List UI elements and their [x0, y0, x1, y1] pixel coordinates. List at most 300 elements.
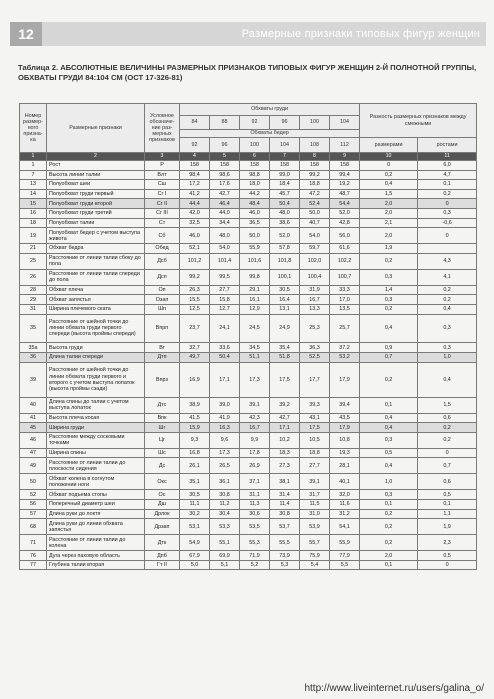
value-cell: 40,1: [330, 474, 360, 490]
value-cell: 5,0: [180, 560, 210, 570]
value-cell: 39,3: [300, 397, 330, 413]
feature-code: Шс: [145, 448, 180, 458]
feature-name: Расстояние от шейной точки до линии обхвата груди первого и второго с учетом выступа лопаток (высота проймы сзади): [47, 362, 145, 397]
diff-height-cell: 0: [418, 228, 477, 244]
feature-name: Расстояние от линии талии до плоскости сидения: [47, 458, 145, 474]
value-cell: 10,2: [270, 432, 300, 448]
feature-number: 21: [20, 244, 47, 254]
value-cell: 100,1: [270, 269, 300, 285]
value-cell: 158: [180, 161, 210, 171]
value-cell: 27,7: [300, 458, 330, 474]
value-cell: 40,7: [300, 218, 330, 228]
table-row: [20, 343, 477, 353]
diff-size-cell: 0,3: [360, 432, 418, 448]
value-cell: 30,4: [210, 509, 240, 519]
feature-number: 71: [20, 535, 47, 551]
diff-height-cell: 0: [418, 448, 477, 458]
diff-size-cell: 0,1: [360, 500, 418, 510]
feature-code: Впк: [145, 413, 180, 423]
value-cell: 44,4: [180, 199, 210, 209]
feature-number: 28: [20, 285, 47, 295]
value-cell: 17,1: [270, 423, 300, 433]
diff-height-cell: 0,3: [418, 314, 477, 343]
value-cell: 16,7: [300, 295, 330, 305]
value-cell: 31,0: [300, 509, 330, 519]
feature-code: Оп: [145, 285, 180, 295]
value-cell: 30,5: [270, 285, 300, 295]
table-row: [20, 413, 477, 423]
value-cell: 5,1: [210, 560, 240, 570]
value-cell: 16,3: [210, 423, 240, 433]
value-cell: 102,0: [300, 253, 330, 269]
diff-size-cell: 0,3: [360, 269, 418, 285]
value-cell: 27,3: [270, 458, 300, 474]
value-cell: 25,7: [330, 314, 360, 343]
value-cell: 35,1: [180, 474, 210, 490]
value-cell: 99,5: [210, 269, 240, 285]
feature-code: Дтс: [145, 397, 180, 413]
value-cell: 54,0: [300, 228, 330, 244]
header-name: Размерные признаки: [47, 104, 145, 153]
diff-size-cell: 0,2: [360, 253, 418, 269]
feature-code: Влт: [145, 170, 180, 180]
value-cell: 73,9: [270, 551, 300, 561]
diff-height-cell: 0,2: [418, 423, 477, 433]
value-cell: 44,2: [240, 189, 270, 199]
value-cell: 53,5: [240, 519, 270, 535]
table-row: [20, 560, 477, 570]
value-cell: 45,7: [270, 189, 300, 199]
feature-name: Дуга через паховую область: [47, 551, 145, 561]
feature-code: Сг I: [145, 189, 180, 199]
feature-name: Полуобхват шеи: [47, 180, 145, 190]
value-cell: 158: [330, 161, 360, 171]
value-cell: 48,0: [270, 208, 300, 218]
feature-name: Обхват запястья: [47, 295, 145, 305]
feature-number: 29: [20, 295, 47, 305]
value-cell: 50,4: [210, 352, 240, 362]
table-row: [20, 519, 477, 535]
diff-size-cell: 0,3: [360, 295, 418, 305]
feature-code: Сш: [145, 180, 180, 190]
value-cell: 29,1: [240, 285, 270, 295]
column-index: 11: [418, 153, 477, 161]
feature-name: Ширина плечевого ската: [47, 304, 145, 314]
header-chest-group: Обхваты груди: [180, 104, 360, 116]
value-cell: 31,1: [240, 490, 270, 500]
value-cell: 49,7: [180, 352, 210, 362]
value-cell: 61,6: [330, 244, 360, 254]
value-cell: 75,9: [300, 551, 330, 561]
table-row: [20, 180, 477, 190]
value-cell: 55,9: [240, 244, 270, 254]
value-cell: 30,8: [270, 509, 300, 519]
feature-number: 25: [20, 253, 47, 269]
feature-code: Дрлок: [145, 509, 180, 519]
diff-size-cell: 0,9: [360, 343, 418, 353]
diff-height-cell: 1,5: [418, 397, 477, 413]
value-cell: 10,8: [330, 432, 360, 448]
value-cell: 23,7: [180, 314, 210, 343]
value-cell: 99,8: [240, 269, 270, 285]
diff-size-cell: 0,5: [360, 448, 418, 458]
value-cell: 33,6: [210, 343, 240, 353]
table-row: [20, 244, 477, 254]
value-cell: 51,1: [240, 352, 270, 362]
diff-sizes: размерами: [360, 138, 418, 153]
feature-name: Полуобхват груди третий: [47, 208, 145, 218]
column-index: 5: [210, 153, 240, 161]
value-cell: 28,1: [330, 458, 360, 474]
diff-height-cell: 0,3: [418, 208, 477, 218]
feature-name: Ширина спины: [47, 448, 145, 458]
table-caption: Таблица 2. АБСОЛЮТНЫЕ ВЕЛИЧИНЫ РАЗМЕРНЫХ ПРИЗНАКОВ ТИПОВЫХ ФИГУР ЖЕНЩИН 2-Й ПОЛНОТНОЙ ГРУППЫ, ОБХВАТЫ ГРУДИ 84:104 СМ (ОСТ 17-326-81): [18, 63, 477, 82]
value-cell: 11,6: [330, 500, 360, 510]
page-number: 12: [10, 22, 42, 46]
value-cell: 98,8: [240, 170, 270, 180]
value-cell: 41,2: [180, 189, 210, 199]
value-cell: 12,5: [180, 304, 210, 314]
value-cell: 55,7: [300, 535, 330, 551]
value-cell: 43,5: [330, 413, 360, 423]
feature-number: 39: [20, 362, 47, 397]
header-number: Номер размер-ного призна-ка: [20, 104, 47, 153]
page-header: [10, 22, 486, 46]
value-cell: 31,2: [330, 509, 360, 519]
value-cell: 11,4: [270, 500, 300, 510]
value-cell: 25,3: [300, 314, 330, 343]
value-cell: 18,8: [300, 180, 330, 190]
value-cell: 31,9: [300, 285, 330, 295]
value-cell: 9,6: [210, 432, 240, 448]
value-cell: 53,3: [210, 519, 240, 535]
table-row: [20, 170, 477, 180]
value-cell: 47,2: [300, 189, 330, 199]
value-cell: 17,5: [270, 362, 300, 397]
feature-number: 35а: [20, 343, 47, 353]
feature-name: Глубина талии вторая: [47, 560, 145, 570]
table-row: [20, 218, 477, 228]
value-cell: 101,8: [270, 253, 300, 269]
diff-height-cell: 4,7: [418, 170, 477, 180]
value-cell: 158: [210, 161, 240, 171]
diff-height-cell: 0,2: [418, 189, 477, 199]
feature-number: 14: [20, 189, 47, 199]
chest-value: 96: [270, 116, 300, 130]
feature-number: 16: [20, 208, 47, 218]
diff-height-cell: 0,2: [418, 295, 477, 305]
table-row: [20, 314, 477, 343]
value-cell: 36,3: [300, 343, 330, 353]
running-title: Размерные признаки типовых фигур женщин: [241, 28, 480, 40]
table-row: [20, 199, 477, 209]
feature-code: Дтк: [145, 535, 180, 551]
diff-size-cell: 1,4: [360, 285, 418, 295]
diff-heights: ростами: [418, 138, 477, 153]
feature-number: 7: [20, 170, 47, 180]
feature-number: 40: [20, 397, 47, 413]
diff-height-cell: 6,0: [418, 161, 477, 171]
hip-value: 104: [270, 138, 300, 153]
feature-code: Впрп: [145, 314, 180, 343]
table-row: [20, 208, 477, 218]
feature-name: Длина спины до талии с учетом выступа лопаток: [47, 397, 145, 413]
diff-height-cell: 0,3: [418, 343, 477, 353]
diff-size-cell: 1,0: [360, 474, 418, 490]
feature-number: 19: [20, 228, 47, 244]
chest-value: 84: [180, 116, 210, 130]
value-cell: 54,9: [180, 535, 210, 551]
diff-size-cell: 2,0: [360, 208, 418, 218]
diff-height-cell: 0: [418, 199, 477, 209]
value-cell: 42,7: [210, 189, 240, 199]
feature-name: Расстояние от линии талии сбоку до пола: [47, 253, 145, 269]
value-cell: 42,8: [330, 218, 360, 228]
feature-number: 46: [20, 432, 47, 448]
value-cell: 46,0: [180, 228, 210, 244]
hip-value: 100: [240, 138, 270, 153]
diff-height-cell: 0,2: [418, 432, 477, 448]
feature-name: Ширина груди: [47, 423, 145, 433]
value-cell: 16,8: [180, 448, 210, 458]
value-cell: 52,0: [270, 228, 300, 244]
table-row: [20, 509, 477, 519]
feature-name: Расстояние от линии талии спереди до пола: [47, 269, 145, 285]
value-cell: 77,9: [330, 551, 360, 561]
value-cell: 18,4: [270, 180, 300, 190]
value-cell: 36,5: [240, 218, 270, 228]
value-cell: 46,0: [240, 208, 270, 218]
value-cell: 36,1: [210, 474, 240, 490]
feature-code: Дсб: [145, 253, 180, 269]
value-cell: 158: [270, 161, 300, 171]
feature-code: Дс: [145, 458, 180, 474]
diff-height-cell: 0,1: [418, 180, 477, 190]
column-index: 10: [360, 153, 418, 161]
diff-size-cell: 0,2: [360, 362, 418, 397]
value-cell: 18,3: [270, 448, 300, 458]
value-cell: 17,8: [240, 448, 270, 458]
feature-number: 50: [20, 474, 47, 490]
value-cell: 53,2: [330, 352, 360, 362]
value-cell: 35,4: [270, 343, 300, 353]
value-cell: 30,5: [180, 490, 210, 500]
value-cell: 18,8: [300, 448, 330, 458]
diff-size-cell: 1,5: [360, 189, 418, 199]
diff-size-cell: 2,0: [360, 228, 418, 244]
value-cell: 5,2: [240, 560, 270, 570]
value-cell: 46,4: [210, 199, 240, 209]
value-cell: 99,0: [270, 170, 300, 180]
diff-height-cell: 0,5: [418, 551, 477, 561]
value-cell: 67,9: [180, 551, 210, 561]
feature-code: Сг III: [145, 208, 180, 218]
table-row: [20, 551, 477, 561]
value-cell: 43,1: [300, 413, 330, 423]
value-cell: 10,5: [300, 432, 330, 448]
feature-code: Шп: [145, 304, 180, 314]
chest-value: 104: [330, 116, 360, 130]
diff-size-cell: 2,0: [360, 551, 418, 561]
table-row: [20, 295, 477, 305]
value-cell: 12,7: [210, 304, 240, 314]
feature-number: 52: [20, 490, 47, 500]
value-cell: 52,4: [300, 199, 330, 209]
value-cell: 39,1: [300, 474, 330, 490]
column-index: 2: [47, 153, 145, 161]
value-cell: 100,4: [300, 269, 330, 285]
value-cell: 55,1: [210, 535, 240, 551]
feature-number: 35: [20, 314, 47, 343]
feature-name: Обхват подъема стопы: [47, 490, 145, 500]
feature-code: Дтп: [145, 352, 180, 362]
column-index: 3: [145, 153, 180, 161]
table-row: [20, 490, 477, 500]
diff-height-cell: 0,6: [418, 413, 477, 423]
feature-number: 18: [20, 218, 47, 228]
feature-code: Сб: [145, 228, 180, 244]
feature-number: 36: [20, 352, 47, 362]
diff-size-cell: 2,0: [360, 199, 418, 209]
value-cell: 34,4: [210, 218, 240, 228]
feature-name: Высота груди: [47, 343, 145, 353]
feature-name: Полуобхват груди первый: [47, 189, 145, 199]
size-table: [19, 103, 477, 570]
diff-size-cell: 0,2: [360, 535, 418, 551]
diff-height-cell: [418, 244, 477, 254]
diff-height-cell: 4,1: [418, 269, 477, 285]
table-row: [20, 352, 477, 362]
value-cell: 19,3: [330, 448, 360, 458]
table-row: [20, 161, 477, 171]
feature-number: 57: [20, 509, 47, 519]
table-row: [20, 269, 477, 285]
hip-value: 92: [180, 138, 210, 153]
feature-code: Сг II: [145, 199, 180, 209]
table-row: [20, 458, 477, 474]
value-cell: 16,7: [240, 423, 270, 433]
value-cell: 32,7: [180, 343, 210, 353]
feature-name: Полуобхват груди второй: [47, 199, 145, 209]
value-cell: 102,2: [330, 253, 360, 269]
column-index: 4: [180, 153, 210, 161]
feature-number: 68: [20, 519, 47, 535]
feature-name: Длина руки до локтя: [47, 509, 145, 519]
diff-height-cell: 0,1: [418, 500, 477, 510]
value-cell: 18,0: [240, 180, 270, 190]
diff-height-cell: 0,4: [418, 304, 477, 314]
value-cell: 71,9: [240, 551, 270, 561]
feature-number: 77: [20, 560, 47, 570]
feature-code: Вг: [145, 343, 180, 353]
value-cell: 11,2: [210, 500, 240, 510]
value-cell: 17,9: [330, 423, 360, 433]
feature-code: Ос: [145, 490, 180, 500]
value-cell: 32,0: [330, 490, 360, 500]
value-cell: 15,8: [210, 295, 240, 305]
value-cell: 19,2: [330, 180, 360, 190]
value-cell: 13,3: [300, 304, 330, 314]
feature-name: Рост: [47, 161, 145, 171]
table-row: [20, 189, 477, 199]
feature-code: Озап: [145, 295, 180, 305]
value-cell: 101,6: [240, 253, 270, 269]
value-cell: 16,1: [240, 295, 270, 305]
value-cell: 15,5: [180, 295, 210, 305]
table-row: [20, 432, 477, 448]
value-cell: 55,3: [240, 535, 270, 551]
value-cell: 30,6: [240, 509, 270, 519]
value-cell: 44,0: [210, 208, 240, 218]
column-index: 9: [330, 153, 360, 161]
value-cell: 11,5: [300, 500, 330, 510]
value-cell: 158: [300, 161, 330, 171]
value-cell: 30,8: [210, 490, 240, 500]
feature-name: Обхват колена в согнутом положении ноги: [47, 474, 145, 490]
chest-value: 92: [240, 116, 270, 130]
column-index: 6: [240, 153, 270, 161]
feature-code: Шг: [145, 423, 180, 433]
value-cell: 53,1: [180, 519, 210, 535]
feature-number: 31: [20, 304, 47, 314]
value-cell: 99,4: [330, 170, 360, 180]
value-cell: 26,9: [240, 458, 270, 474]
feature-name: Полуобхват бедер с учетом выступа живота: [47, 228, 145, 244]
value-cell: 16,4: [270, 295, 300, 305]
diff-height-cell: 0,7: [418, 458, 477, 474]
hip-value: 112: [330, 138, 360, 153]
value-cell: 50,0: [240, 228, 270, 244]
table-row: [20, 228, 477, 244]
feature-name: Полуобхват талии: [47, 218, 145, 228]
diff-height-cell: 1,0: [418, 352, 477, 362]
diff-height-cell: 0,5: [418, 490, 477, 500]
table-row: [20, 474, 477, 490]
table-row: [20, 500, 477, 510]
diff-height-cell: -0,6: [418, 218, 477, 228]
diff-size-cell: 0,4: [360, 458, 418, 474]
diff-height-cell: 1,1: [418, 509, 477, 519]
value-cell: 52,1: [180, 244, 210, 254]
value-cell: 98,6: [210, 170, 240, 180]
value-cell: 56,0: [330, 228, 360, 244]
feature-name: Обхват плеча: [47, 285, 145, 295]
column-index: 7: [270, 153, 300, 161]
diff-size-cell: 0: [360, 161, 418, 171]
value-cell: 17,5: [300, 423, 330, 433]
value-cell: 26,3: [180, 285, 210, 295]
feature-number: 49: [20, 458, 47, 474]
value-cell: 42,7: [270, 413, 300, 423]
diff-height-cell: 1,9: [418, 519, 477, 535]
value-cell: 57,8: [270, 244, 300, 254]
feature-code: Окс: [145, 474, 180, 490]
feature-code: Обед: [145, 244, 180, 254]
value-cell: 50,0: [300, 208, 330, 218]
value-cell: 37,1: [240, 474, 270, 490]
value-cell: 98,4: [180, 170, 210, 180]
feature-name: Высота линии талии: [47, 170, 145, 180]
value-cell: 17,6: [210, 180, 240, 190]
value-cell: 17,7: [300, 362, 330, 397]
feature-number: 41: [20, 413, 47, 423]
feature-number: 76: [20, 551, 47, 561]
value-cell: 5,3: [270, 560, 300, 570]
value-cell: 27,7: [210, 285, 240, 295]
source-url: http://www.liveinternet.ru/users/galina_o/: [304, 683, 484, 694]
value-cell: 99,2: [180, 269, 210, 285]
diff-height-cell: 0,2: [418, 285, 477, 295]
